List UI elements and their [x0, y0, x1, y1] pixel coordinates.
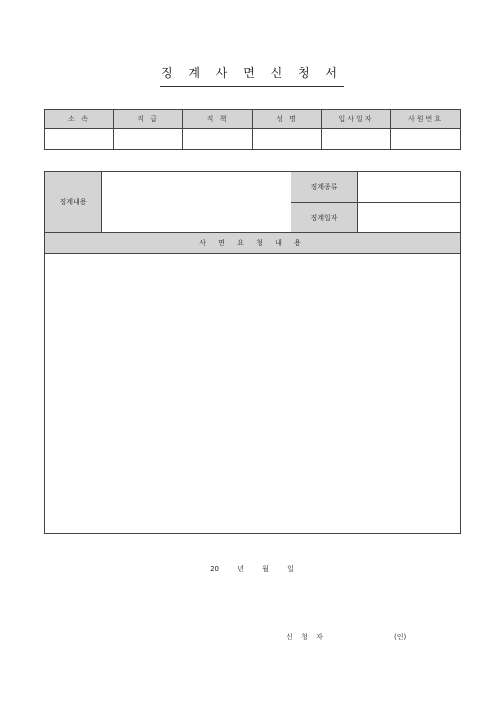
- header-employee-number: 사원번호: [391, 110, 461, 129]
- position-field[interactable]: [183, 129, 253, 150]
- discipline-content-label: 징계내용: [45, 172, 102, 232]
- discipline-form-box: [44, 171, 461, 534]
- header-rank: 직 급: [114, 110, 183, 129]
- discipline-type-label: 징계종류: [291, 172, 358, 203]
- page-title: 징 계 사 면 신 청 서: [160, 66, 344, 80]
- header-department: 소 속: [45, 110, 114, 129]
- discipline-date-field[interactable]: [358, 203, 460, 232]
- discipline-date-label: 징계일자: [291, 203, 358, 232]
- applicant-label: 신 청 자: [286, 633, 326, 641]
- seal-label: (인): [394, 633, 407, 641]
- discipline-type-field[interactable]: [358, 172, 460, 203]
- name-field[interactable]: [253, 129, 322, 150]
- application-date: 20 년 월 일: [210, 565, 294, 573]
- header-name: 성 명: [253, 110, 322, 129]
- pardon-request-header: 사 면 요 청 내 용: [45, 232, 460, 254]
- header-position: 직 책: [183, 110, 253, 129]
- department-field[interactable]: [45, 129, 114, 150]
- pardon-request-body-field[interactable]: [45, 254, 460, 533]
- title-underline: [160, 86, 344, 87]
- employee-number-field[interactable]: [391, 129, 461, 150]
- header-hire-date: 입사일자: [322, 110, 391, 129]
- employee-info-table: [44, 109, 461, 150]
- hire-date-field[interactable]: [322, 129, 391, 150]
- rank-field[interactable]: [114, 129, 183, 150]
